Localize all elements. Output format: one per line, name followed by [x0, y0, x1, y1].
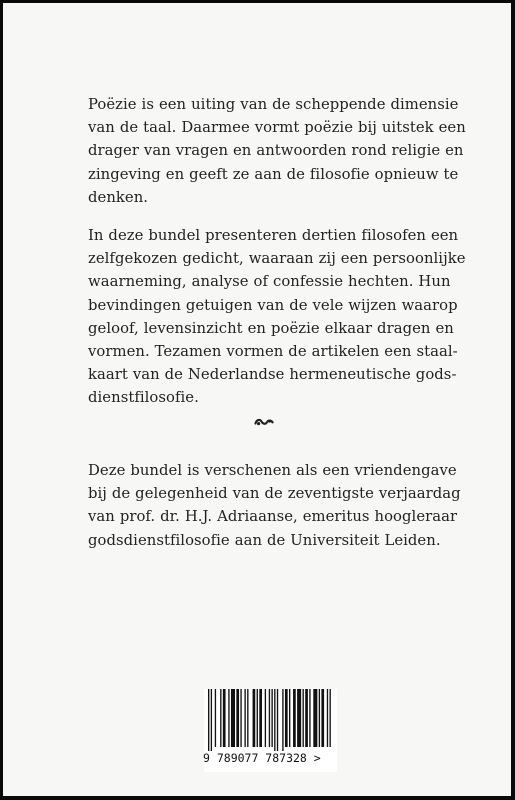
- barcode-bar: [274, 689, 275, 751]
- barcode-bar: [293, 689, 296, 747]
- barcode-bar: [240, 689, 241, 747]
- text-line: In deze bundel presenteren dertien filosofen een: [88, 227, 459, 244]
- barcode-bar: [236, 689, 239, 747]
- barcode-bar: [297, 689, 301, 747]
- text-line: Poëzie is een uiting van de scheppende dimensie: [88, 96, 459, 113]
- text-line: Deze bundel is verschenen als een vriendengave: [88, 462, 457, 479]
- barcode-bar: [247, 689, 248, 747]
- barcode-bar: [271, 689, 272, 747]
- barcode-bar: [215, 689, 216, 747]
- barcode-bar: [269, 689, 270, 747]
- paragraph-dedication: [88, 459, 461, 552]
- barcode-bar: [282, 689, 283, 751]
- barcode-bar: [319, 689, 320, 747]
- barcode-bar: [208, 689, 209, 751]
- text-line: waarneming, analyse of confessie hechten. Hun: [88, 273, 451, 291]
- barcode-bar: [265, 689, 266, 747]
- text-line: zingeving en geeft ze aan de filosofie opnieuw te: [88, 165, 459, 183]
- text-line: drager van vragen en antwoorden rond religie en: [88, 142, 464, 160]
- barcode-bar: [277, 689, 278, 751]
- barcode-bar: [220, 689, 221, 747]
- barcode-bar: [253, 689, 256, 747]
- barcode-bar: [244, 689, 245, 747]
- paragraph-contents: [88, 224, 466, 410]
- text-line: van prof. dr. H.J. Adriaanse, emeritus hoogleraar: [88, 508, 458, 526]
- text-line: bevindingen getuigen van de vele wijzen waarop: [88, 296, 458, 314]
- isbn-number: 9 789077 787328 >: [203, 751, 321, 765]
- swirl-ornament-icon: [254, 415, 274, 427]
- barcode-bar: [223, 689, 226, 747]
- text-line: bij de gelegenheid van de zeventigste verjaardag: [88, 485, 461, 503]
- text-line: godsdienstfilosofie aan de Universiteit Leiden.: [88, 531, 441, 549]
- paragraph-intro: [88, 93, 466, 209]
- barcode-bars: [204, 689, 337, 751]
- text-line: dienstfilosofie.: [88, 389, 199, 407]
- text-line: van de taal. Daarmee vormt poëzie bij uitstek een: [88, 119, 466, 137]
- text-line: geloof, levensinzicht en poëzie elkaar dragen en: [88, 319, 454, 337]
- barcode-bar: [303, 689, 304, 747]
- barcode-bar: [259, 689, 262, 747]
- barcode-bar: [321, 689, 324, 747]
- text-line: zelfgekozen gedicht, waaraan zij een persoonlijke: [88, 250, 466, 268]
- barcode-bar: [309, 689, 310, 747]
- barcode-bar: [211, 689, 212, 751]
- barcode-bar: [228, 689, 229, 747]
- text-line: denken.: [88, 188, 149, 206]
- barcode-bar: [231, 689, 235, 747]
- barcode-bar: [257, 689, 258, 747]
- barcode-bar: [289, 689, 290, 747]
- barcode-bar: [313, 689, 317, 747]
- barcode-bar: [285, 689, 288, 747]
- barcode-bar: [305, 689, 308, 747]
- barcode-bar: [327, 689, 328, 747]
- text-line: kaart van de Nederlandse hermeneutische gods-: [88, 366, 457, 384]
- text-line: vormen. Tezamen vormen de artikelen een staal-: [88, 343, 458, 361]
- barcode-bar: [330, 689, 331, 747]
